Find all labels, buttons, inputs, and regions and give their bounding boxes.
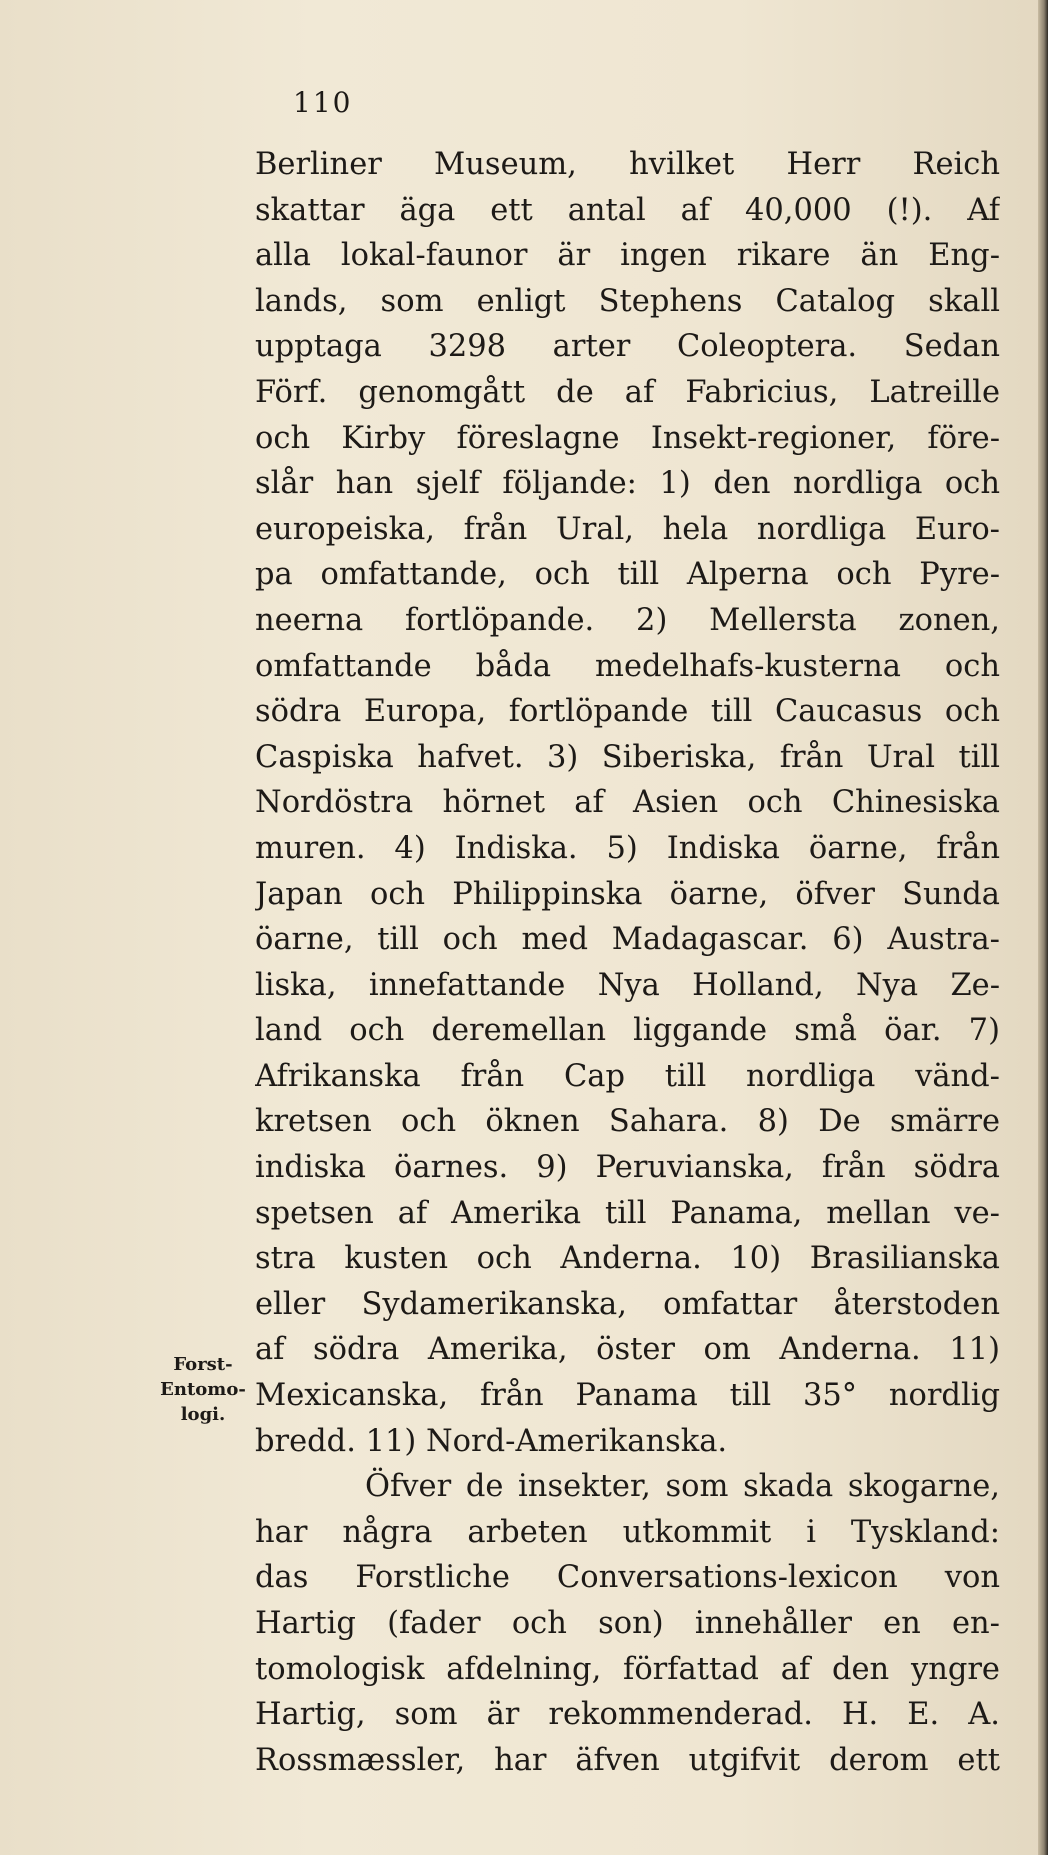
- text-line: land och deremellan liggande små öar. 7): [255, 1013, 1000, 1049]
- text-line: Hartig, som är rekommenderad. H. E. A.: [255, 1697, 1000, 1733]
- text-line: das Forstliche Conversations-lexicon von: [255, 1560, 1000, 1596]
- text-line: muren. 4) Indiska. 5) Indiska öarne, från: [255, 830, 1000, 866]
- text-line: alla lokal-faunor är ingen rikare än Eng-: [255, 238, 1000, 274]
- text-line: Rossmæssler, har äfven utgifvit derom ett: [255, 1742, 1000, 1778]
- text-line: Förf. genomgått de af Fabricius, Latreille: [255, 374, 1000, 410]
- margin-note-line: Forst-: [173, 1354, 233, 1375]
- text-line: har några arbeten utkommit i Tyskland:: [255, 1514, 1000, 1550]
- text-line: liska, innefattande Nya Holland, Nya Ze-: [255, 967, 1000, 1003]
- text-line: neerna fortlöpande. 2) Mellersta zonen,: [255, 602, 1000, 638]
- text-line: bredd. 11) Nord-Amerikanska.: [255, 1423, 728, 1459]
- text-line: Nordöstra hörnet af Asien och Chinesiska: [255, 785, 1000, 821]
- text-line: Caspiska hafvet. 3) Siberiska, från Ural till: [255, 739, 1000, 775]
- text-line: Öfver de insekter, som skada skogarne,: [365, 1469, 1000, 1505]
- text-line: öarne, till och med Madagascar. 6) Austra-: [255, 922, 1000, 958]
- text-line: tomologisk afdelning, författad af den yngre: [255, 1651, 1000, 1687]
- margin-note-line: logi.: [180, 1404, 226, 1425]
- text-line: slår han sjelf följande: 1) den nordliga och: [255, 466, 1000, 502]
- text-line: spetsen af Amerika till Panama, mellan ve-: [255, 1195, 1000, 1231]
- text-line: indiska öarnes. 9) Peruvianska, från södra: [255, 1150, 1000, 1186]
- text-line: af södra Amerika, öster om Anderna. 11): [255, 1332, 1000, 1368]
- text-line: Japan och Philippinska öarne, öfver Sunda: [255, 876, 1000, 912]
- text-line: Mexicanska, från Panama till 35° nordlig: [255, 1378, 1000, 1414]
- text-line: lands, som enligt Stephens Catalog skall: [255, 283, 1000, 319]
- margin-note: [153, 1352, 253, 1427]
- text-line: Hartig (fader och son) innehåller en en-: [255, 1606, 1000, 1641]
- text-line: Afrikanska från Cap till nordliga vänd-: [255, 1058, 1000, 1094]
- text-line: eller Sydamerikanska, omfattar återstoden: [255, 1286, 1000, 1322]
- page-number: 110: [293, 86, 353, 119]
- text-line: europeiska, från Ural, hela nordliga Euro-: [255, 511, 1000, 547]
- text-line: kretsen och öknen Sahara. 8) De smärre: [255, 1104, 1000, 1140]
- text-line: omfattande båda medelhafs-kusterna och: [255, 648, 1000, 684]
- margin-note-line: Entomo-: [160, 1379, 246, 1400]
- body-text: [255, 142, 1000, 1783]
- page-edge-shadow: [1038, 0, 1048, 1855]
- text-line: skattar äga ett antal af 40,000 (!). Af: [255, 192, 1000, 228]
- text-line: pa omfattande, och till Alperna och Pyre-: [255, 557, 1000, 593]
- text-line: stra kusten och Anderna. 10) Brasilianska: [255, 1241, 1000, 1277]
- text-line: Berliner Museum, hvilket Herr Reich: [255, 147, 1000, 182]
- text-line: och Kirby föreslagne Insekt-regioner, före-: [255, 420, 1000, 456]
- text-line: södra Europa, fortlöpande till Caucasus och: [255, 694, 1000, 730]
- text-line: upptaga 3298 arter Coleoptera. Sedan: [255, 329, 1000, 365]
